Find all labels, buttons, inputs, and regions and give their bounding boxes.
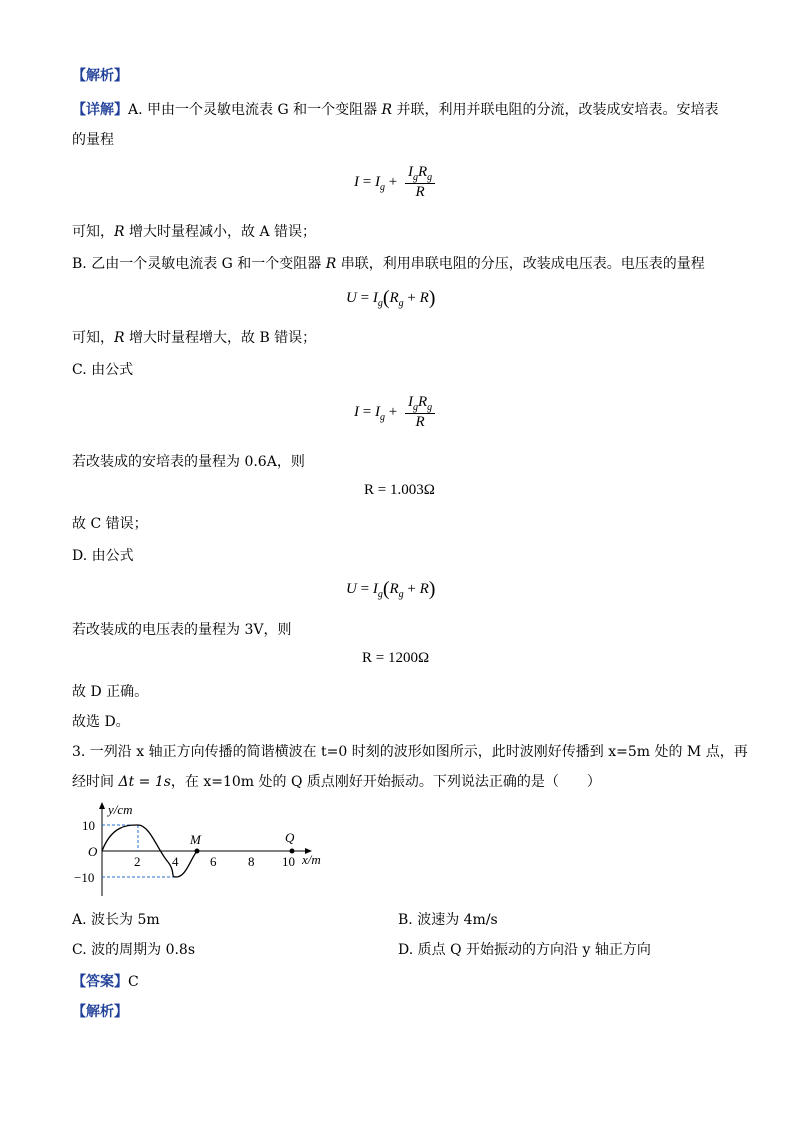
point-q-label: Q <box>285 830 295 845</box>
voltmeter-formula-1: $U = I_g(R_g + R)$ <box>346 287 436 309</box>
y-axis-arrow <box>99 802 105 809</box>
x-tick-8: 8 <box>248 854 255 869</box>
final-choice: 故选 D。 <box>72 714 130 730</box>
detail-tag: 【详解】 <box>72 102 128 118</box>
detail-a-var: R <box>381 102 393 118</box>
option-c[interactable]: C. 波的周期为 0.8s <box>72 942 196 958</box>
detail-b-conclusion: 可知，R 增大时量程增大，故 B 错误； <box>72 330 317 346</box>
detail-a-tail: 并联，利用并联电阻的分流，改装成安培表。安培表 <box>392 102 719 118</box>
answer-tag: 【答案】 <box>72 974 128 990</box>
point-m-label: M <box>190 832 201 847</box>
x-tick-4: 4 <box>172 854 179 869</box>
option-b[interactable]: B. 波速为 4m/s <box>398 912 498 928</box>
option-d[interactable]: D. 质点 Q 开始振动的方向沿 y 轴正方向 <box>398 942 651 958</box>
voltmeter-formula-2: $U = I_g(R_g + R)$ <box>346 578 436 600</box>
y-tick-neg10: −10 <box>74 870 95 885</box>
y-tick-10: 10 <box>82 818 95 833</box>
x-tick-10: 10 <box>282 854 295 869</box>
option-a[interactable]: A. 波长为 5m <box>72 912 160 928</box>
detail-d-line1: D. 由公式 <box>72 548 134 564</box>
d-result-formula: R = 1200Ω <box>362 650 430 666</box>
analysis-footer: 【解析】 <box>72 1004 128 1020</box>
analysis-header: 【解析】 <box>72 68 128 84</box>
question-3-line1: 3. 一列沿 x 轴正方向传播的简谐横波在 t=0 时刻的波形如图所示，此时波刚好传播到 x=5m 处的 M 点，再 <box>72 744 748 760</box>
point-q <box>290 849 295 854</box>
ammeter-formula-2: $I = I_g$ + $\frac{I_gR_g}{R}$ <box>354 394 435 431</box>
detail-b-line1: B. 乙由一个灵敏电流表 G 和一个变阻器 R 串联，利用串联电阻的分压，改装成电压表。电压表的量程 <box>72 256 705 272</box>
detail-d-line2: 若改装成的电压表的量程为 3V，则 <box>72 622 292 638</box>
detail-c-conclusion: 故 C 错误； <box>72 516 148 532</box>
detail-d-conclusion: 故 D 正确。 <box>72 684 149 700</box>
detail-a-line1 <box>72 100 719 120</box>
question-3-line2: 经时间 Δt = 1s，在 x=10m 处的 Q 质点刚好开始振动。下列说法正确的是（ ） <box>72 774 601 790</box>
origin-label: O <box>88 844 98 859</box>
answer-value: C <box>128 974 139 990</box>
c-result-formula: R = 1.003Ω <box>364 482 435 498</box>
point-m <box>195 849 200 854</box>
detail-a-line2: 的量程 <box>72 132 114 148</box>
detail-a-conclusion: 可知，R 增大时量程减小，故 A 错误； <box>72 224 317 240</box>
answer-line <box>72 972 139 992</box>
detail-a-text: A. 甲由一个灵敏电流表 G 和一个变阻器 <box>128 102 382 118</box>
x-tick-2: 2 <box>134 854 141 869</box>
x-tick-6: 6 <box>210 854 217 869</box>
wave-graph <box>72 800 342 900</box>
y-axis-label: y/cm <box>108 802 133 817</box>
detail-c-line1: C. 由公式 <box>72 362 134 378</box>
detail-c-line2: 若改装成的安培表的量程为 0.6A，则 <box>72 454 305 470</box>
ammeter-formula-1: $I = I_g$ + $\frac{I_gR_g}{R}$ <box>354 164 435 201</box>
x-axis-label: x/m <box>302 852 321 867</box>
